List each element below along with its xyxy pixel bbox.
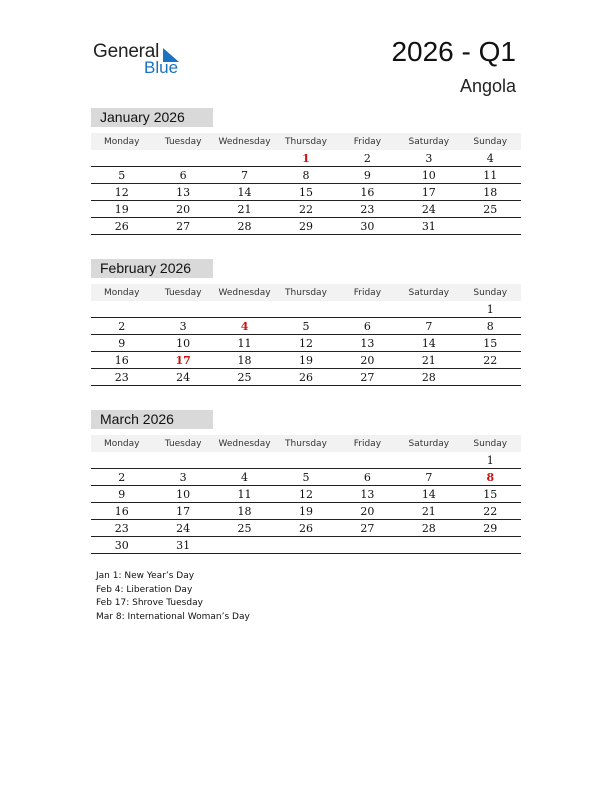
week-row [91,150,521,167]
day-cell: 18 [460,184,521,201]
day-cell: 9 [91,486,152,503]
day-cell: 3 [152,318,213,335]
holiday-note: Mar 8: International Woman’s Day [96,611,250,622]
day-cell: 7 [398,469,459,486]
day-cell: 20 [337,503,398,520]
weekday-label: Monday [91,435,152,452]
day-cell: 28 [398,520,459,537]
calendar-grid [91,133,521,235]
empty-day-cell [337,301,398,318]
day-cell: 14 [398,486,459,503]
holiday-note: Feb 17: Shrove Tuesday [96,598,203,608]
empty-day-cell [152,452,213,469]
empty-day-cell [91,301,152,318]
day-cell: 2 [91,469,152,486]
week-row [91,369,521,386]
day-cell: 24 [152,369,213,386]
holiday-note: Jan 1: New Year’s Day [96,571,195,581]
empty-day-cell [398,537,459,554]
empty-day-cell [398,452,459,469]
day-cell: 30 [337,218,398,235]
weekday-label: Friday [337,133,398,150]
day-cell: 12 [275,486,336,503]
day-cell: 6 [337,318,398,335]
day-cell: 27 [152,218,213,235]
day-cell: 5 [275,469,336,486]
day-cell: 31 [152,537,213,554]
day-cell: 5 [91,167,152,184]
day-cell: 26 [91,218,152,235]
day-cell: 2 [91,318,152,335]
day-cell: 21 [398,503,459,520]
logo-text-general: General [93,41,160,62]
week-row [91,537,521,554]
day-cell: 17 [398,184,459,201]
week-row [91,218,521,235]
day-cell: 15 [460,335,521,352]
day-cell: 25 [214,369,275,386]
week-row [91,469,521,486]
day-cell: 16 [337,184,398,201]
day-cell: 18 [214,503,275,520]
month-title: January 2026 [91,108,213,127]
week-row [91,503,521,520]
day-cell: 2 [337,150,398,167]
day-cell: 13 [337,335,398,352]
day-cell: 15 [275,184,336,201]
day-cell: 14 [214,184,275,201]
week-row [91,318,521,335]
day-cell: 11 [460,167,521,184]
day-cell: 9 [337,167,398,184]
weekday-label: Tuesday [152,133,213,150]
day-cell: 24 [398,201,459,218]
empty-day-cell [460,369,521,386]
empty-day-cell [214,537,275,554]
empty-day-cell [275,537,336,554]
day-cell: 10 [152,335,213,352]
day-cell: 14 [398,335,459,352]
month-block-march [91,410,521,554]
holiday-day-cell: 17 [152,352,213,369]
empty-day-cell [91,150,152,167]
month-block-february [91,259,521,386]
weekday-label: Saturday [398,133,459,150]
day-cell: 10 [152,486,213,503]
generalblue-logo [93,41,193,79]
day-cell: 11 [214,335,275,352]
month-block-january [91,108,521,235]
holiday-day-cell: 4 [214,318,275,335]
day-cell: 16 [91,503,152,520]
day-cell: 4 [460,150,521,167]
day-cell: 4 [214,469,275,486]
day-cell: 28 [398,369,459,386]
holiday-day-cell: 1 [275,150,336,167]
weekday-label: Tuesday [152,435,213,452]
day-cell: 6 [152,167,213,184]
day-cell: 7 [214,167,275,184]
day-cell: 23 [91,520,152,537]
weekday-label: Friday [337,435,398,452]
empty-day-cell [275,301,336,318]
day-cell: 15 [460,486,521,503]
day-cell: 18 [214,352,275,369]
day-cell: 21 [214,201,275,218]
day-cell: 3 [152,469,213,486]
day-cell: 8 [460,318,521,335]
day-cell: 8 [275,167,336,184]
month-title: February 2026 [91,259,213,278]
month-title: March 2026 [91,410,213,429]
day-cell: 12 [275,335,336,352]
empty-day-cell [91,452,152,469]
day-cell: 13 [152,184,213,201]
week-row [91,184,521,201]
weekday-label: Sunday [460,133,521,150]
empty-day-cell [214,452,275,469]
weekday-label: Wednesday [214,284,275,301]
empty-day-cell [152,301,213,318]
day-cell: 5 [275,318,336,335]
empty-day-cell [152,150,213,167]
week-row [91,486,521,503]
day-cell: 1 [460,301,521,318]
empty-day-cell [337,452,398,469]
day-cell: 13 [337,486,398,503]
weekday-label: Wednesday [214,435,275,452]
day-cell: 6 [337,469,398,486]
weekday-header-row [91,284,521,301]
weekday-label: Thursday [275,435,336,452]
weekday-label: Wednesday [214,133,275,150]
week-row [91,452,521,469]
holiday-note: Feb 4: Liberation Day [96,584,193,595]
day-cell: 26 [275,520,336,537]
day-cell: 22 [460,352,521,369]
day-cell: 30 [91,537,152,554]
day-cell: 29 [275,218,336,235]
week-row [91,335,521,352]
weekday-label: Saturday [398,284,459,301]
week-row [91,520,521,537]
day-cell: 20 [337,352,398,369]
day-cell: 11 [214,486,275,503]
weekday-label: Tuesday [152,284,213,301]
week-row [91,301,521,318]
day-cell: 31 [398,218,459,235]
day-cell: 3 [398,150,459,167]
weekday-label: Saturday [398,435,459,452]
day-cell: 27 [337,369,398,386]
day-cell: 25 [460,201,521,218]
day-cell: 29 [460,520,521,537]
week-row [91,352,521,369]
weekday-label: Monday [91,133,152,150]
weekday-header-row [91,435,521,452]
day-cell: 19 [91,201,152,218]
day-cell: 9 [91,335,152,352]
holiday-day-cell: 8 [460,469,521,486]
weekday-label: Sunday [460,284,521,301]
day-cell: 17 [152,503,213,520]
day-cell: 22 [275,201,336,218]
weekday-header-row [91,133,521,150]
empty-day-cell [337,537,398,554]
weekday-label: Thursday [275,133,336,150]
day-cell: 1 [460,452,521,469]
day-cell: 10 [398,167,459,184]
day-cell: 28 [214,218,275,235]
empty-day-cell [275,452,336,469]
empty-day-cell [460,537,521,554]
day-cell: 23 [337,201,398,218]
day-cell: 26 [275,369,336,386]
day-cell: 25 [214,520,275,537]
weekday-label: Thursday [275,284,336,301]
holiday-notes [96,570,250,624]
week-row [91,201,521,218]
logo-text-blue: Blue [144,58,179,77]
empty-day-cell [214,301,275,318]
day-cell: 12 [91,184,152,201]
weekday-label: Friday [337,284,398,301]
day-cell: 24 [152,520,213,537]
day-cell: 7 [398,318,459,335]
empty-day-cell [214,150,275,167]
day-cell: 21 [398,352,459,369]
day-cell: 19 [275,352,336,369]
day-cell: 20 [152,201,213,218]
day-cell: 23 [91,369,152,386]
day-cell: 22 [460,503,521,520]
weekday-label: Monday [91,284,152,301]
country-name: Angola [459,76,516,96]
page-title: 2026 - Q1 [391,36,516,67]
week-row [91,167,521,184]
calendar-grid [91,435,521,554]
day-cell: 27 [337,520,398,537]
empty-day-cell [398,301,459,318]
day-cell: 19 [275,503,336,520]
day-cell: 16 [91,352,152,369]
calendar-grid [91,284,521,386]
weekday-label: Sunday [460,435,521,452]
empty-day-cell [460,218,521,235]
